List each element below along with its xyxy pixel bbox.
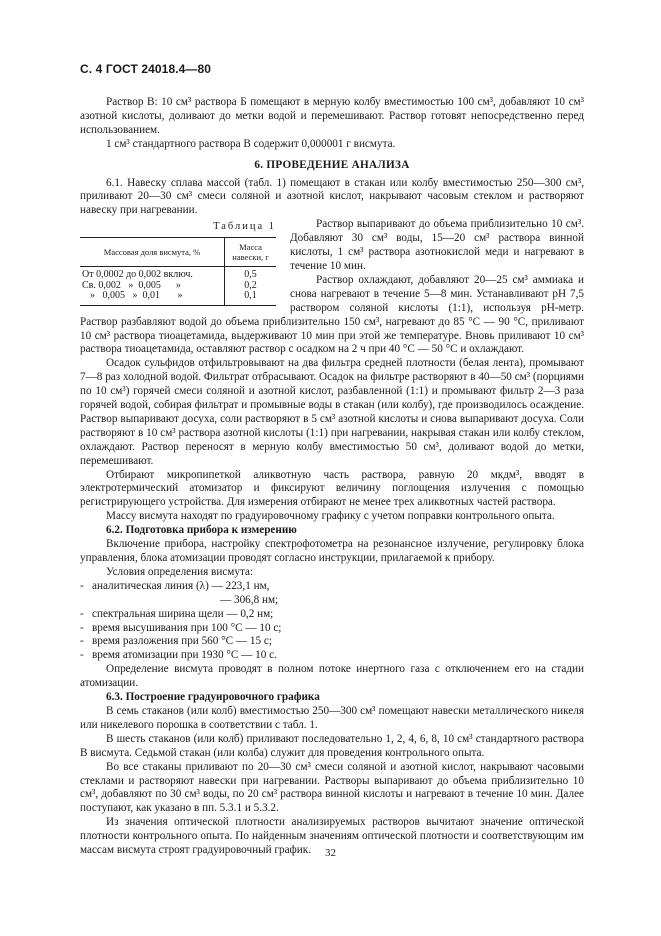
paragraph-solution-v: Раствор В: 10 см³ раствора Б помещают в мерную колбу вместимостью 100 см³, добавляют 10 см³ азотной кислоты, доливают до метки водой и перемешивают. Раствор готовят непосредственно перед использованием. [80, 96, 584, 136]
table-cell-range: От 0,0002 до 0,002 включ. [80, 266, 225, 280]
list-dash: - [80, 621, 84, 634]
paragraph-aliquot: Отбирают микропипеткой аликвотную часть раствора, равную 20 мкдм³, вводят в электротермический атомизатор и фиксируют величину поглощения излучения с помощью регистрирующего устройства. Для измерения отбирают не менее трех аликвотных частей раствора. [80, 468, 584, 509]
table-header-bismuth: Массовая доля висмута, % [80, 237, 225, 266]
list-dash: - [80, 579, 84, 592]
subsection-title-6-3: 6.3. Построение градуировочного графика [106, 691, 320, 704]
table-cell-mass: 0,5 [244, 268, 257, 280]
paragraph-seven-beakers: В семь стаканов (или колб) вместимостью 250—300 см³ помещают навески металлического никеля или никелевого порошка в соответствии с табл. 1. [80, 704, 584, 731]
list-dash: - [80, 649, 84, 662]
paragraph-evaporate: Раствор выпаривают до объема приблизительно 10 см³. Добавляют 30 см³ воды, 15—20 см³ раствора винной кислоты, 1 см³ раствора азотнокислой меди и нагревают в течение 10 мин. [290, 218, 584, 272]
conditions-list [80, 580, 584, 663]
table-row [80, 291, 276, 305]
list-dash: - [80, 635, 84, 648]
list-item: - аналитическая линия (λ) — 223,1 нм, [80, 579, 270, 592]
list-item: - время разложения при 560 °С — 15 с; [80, 635, 272, 648]
table-cell-range: » 0,005 » 0,01 » [80, 291, 225, 305]
document-body [80, 96, 584, 858]
table-cell-mass: 0,1 [225, 291, 277, 305]
table-header-mass: Масса навески, г [225, 237, 277, 266]
table-row [80, 266, 276, 280]
list-item: — 306,8 нм; [220, 593, 279, 606]
table-header-row [80, 237, 276, 266]
table-1 [80, 218, 276, 306]
table-cell-range: Св. 0,002 » 0,005 » [80, 281, 225, 292]
paragraph-cool: Раствор охлаждают, добавляют 20—25 см³ аммиака и снова нагревают в течение 5—8 мин. Устанавливают pH 7,5 раствором соляной кислоты (1:1), используя pH-метр. Раствор разбавляют водой до объема приблизительно 150 см³, нагревают до 85 °С — 90 °С, приливают 10 см³ раствора тиоацетамида, выдерживают 10 мин при этой же температуре. Вновь приливают 10 см³ раствора тиоацетамида, оставляют раствор с осадком на 2 ч при 40 °С — 50 °С и охлаждают. [80, 273, 584, 356]
paragraph-inert-gas: Определение висмута проводят в полном потоке инертного газа с отключением его на стадии атомизации. [80, 663, 584, 690]
paragraph-6-1: 6.1. Навеску сплава массой (табл. 1) помещают в стакан или колбу вместимостью 250—300 см³, приливают 20—30 см³ смеси соляной и азотной кислот, накрывают часовым стеклом и растворяют навеску при нагревании. [80, 176, 584, 217]
section-title: 6. ПРОВЕДЕНИЕ АНАЛИЗА [254, 158, 410, 171]
paragraph-mass: Массу висмута находят по градуировочному графику с учетом поправки контрольного опыта. [106, 510, 555, 523]
list-item: - время высушивания при 100 °С — 10 с; [80, 621, 282, 634]
paragraph-solution-v-content: 1 см³ стандартного раствора В содержит 0,000001 г висмута. [106, 137, 396, 150]
table-grid [80, 237, 276, 306]
page-header: С. 4 ГОСТ 24018.4—80 [80, 62, 212, 76]
list-item: - время атомизации при 1930 °С — 10 с. [80, 649, 277, 662]
list-dash: - [80, 607, 84, 620]
paragraph-instrument: Включение прибора, настройку спектрофотометра на резонансное излучение, регулировку блока управления, блока атомизации проводят согласно инструкции, прилагаемой к прибору. [80, 538, 584, 564]
paragraph-sulfides: Осадок сульфидов отфильтровывают на два фильтра средней плотности (белая лента), промывают 7—8 раз холодной водой. Фильтрат отбрасывают. Осадок на фильтре растворяют в 40—50 см³ (порциями по 10 см³) горячей смеси соляной и азотной кислот, разбавленной (1:1) и промывают фильтр 2—3 раза горячей водой, собирая фильтрат и промывные воды в стакан (или колбу), где производилось осаждение. Раствор выпаривают досуха, соли растворяют в 5 см³ азотной кислоты и снова выпаривают досуха. Соли растворяют в 10 см³ раствора азотной кислоты (1:1) при нагревании, накрывая стакан или колбу стеклом, охлаждают. Раствор переносят в мерную колбу вместимостью 50 см³, доливают водой до метки, перемешивают. [80, 357, 584, 467]
paragraph-conditions-intro: Условия определения висмута: [106, 565, 254, 578]
paragraph-six-beakers: В шесть стаканов (или колб) приливают последовательно 1, 2, 4, 6, 8, 10 см³ стандартного раствора В висмута. Седьмой стакан (или колба) служит для проведения контрольного опыта. [80, 732, 584, 759]
list-item: - спектральная ширина щели — 0,2 нм; [80, 607, 274, 620]
subsection-title-6-2: 6.2. Подготовка прибора к измерению [106, 524, 297, 537]
paragraph-optical-density: Из значения оптической плотности анализируемых растворов вычитают значение оптической плотности контрольного опыта. По найденным значениям оптической плотности и соответствующим им массам висмута строят градуировочный график. [80, 816, 584, 857]
table-caption: Таблица 1 [213, 221, 276, 233]
table-cell-mass: 0,2 [244, 279, 257, 291]
page-number: 32 [325, 847, 336, 859]
paragraph-all-beakers: Во все стаканы приливают по 20—30 см³ смеси соляной и азотной кислот, накрывают часовыми стеклами и растворяют навески при нагревании. Растворы выпаривают до объема приблизительно 10 см³, добавляют по 30 см³ воды, по 20 см³ раствора винной кислоты и нагревают в течение 10 мин. Далее поступают, как указано в пп. 5.3.1 и 5.3.2. [80, 760, 584, 815]
